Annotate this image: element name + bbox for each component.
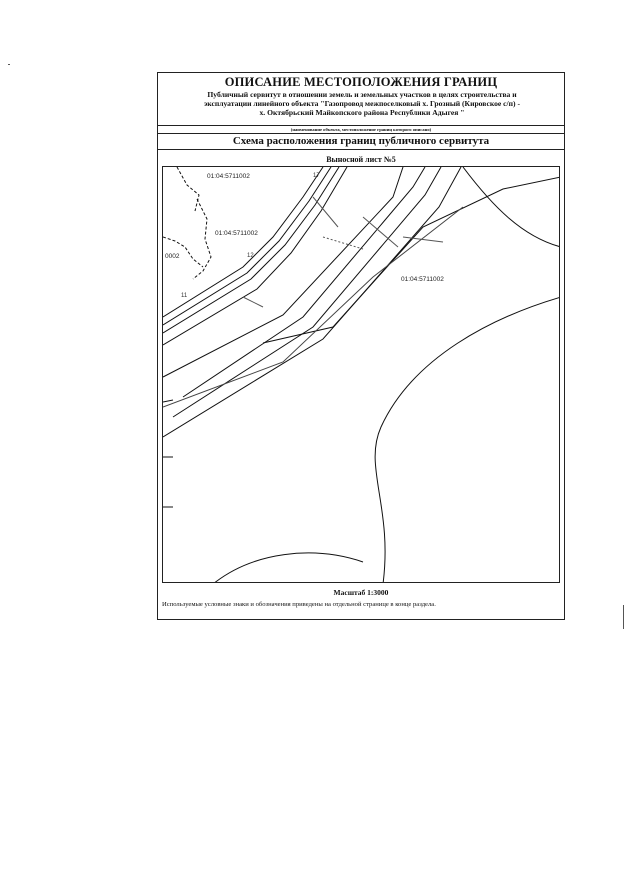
divider xyxy=(158,149,564,150)
document-description xyxy=(164,90,560,117)
description-line-1: Публичный сервитут в отношении земель и земельных участков в целях строительства и xyxy=(207,90,517,99)
scan-artifact xyxy=(8,64,10,65)
sheet-number: Выносной лист №5 xyxy=(326,155,396,164)
leader-line xyxy=(163,400,173,402)
leader-line xyxy=(323,237,363,249)
parcel-boundary xyxy=(193,199,211,279)
parcel-boundary xyxy=(463,167,560,247)
cadastral-label: 01:04:5711002 xyxy=(401,276,444,283)
cadastral-label: 01:04:5711002 xyxy=(207,173,250,180)
leader-line xyxy=(363,217,398,247)
scheme-title: Схема расположения границ публичного сервитута xyxy=(232,135,490,147)
divider xyxy=(158,125,564,126)
document-sheet xyxy=(157,72,565,620)
legend-note: Используемые условные знаки и обозначения приведены на отдельной странице в конце раздела. xyxy=(162,601,436,608)
road-edge xyxy=(163,207,463,407)
parcel-boundary xyxy=(213,553,363,583)
road-edge xyxy=(263,177,560,343)
map-viewport xyxy=(162,166,560,583)
leader-line xyxy=(313,197,338,227)
divider xyxy=(158,133,564,134)
corridor-line xyxy=(163,167,347,345)
leader-line xyxy=(243,297,263,307)
description-line-2: эксплуатации линейного объекта "Газопровод межпоселковый х. Грозный (Кировское с/п) - xyxy=(203,99,520,108)
parcel-boundary xyxy=(177,167,199,211)
point-label: 11 xyxy=(181,293,188,299)
servitude-boundary xyxy=(163,167,461,437)
map-scale: Масштаб 1:3000 xyxy=(333,588,389,597)
servitude-boundary xyxy=(163,167,403,377)
parcel-boundary xyxy=(163,237,203,267)
description-line-3: х. Октябрьский Майкопского района Республики Адыгея " xyxy=(259,108,465,117)
cadastral-label: 0002 xyxy=(165,253,180,260)
document-title: ОПИСАНИЕ МЕСТОПОЛОЖЕНИЯ ГРАНИЦ xyxy=(224,75,498,89)
point-label: 17 xyxy=(313,173,320,179)
scan-artifact xyxy=(623,605,624,629)
point-label: 12 xyxy=(247,253,254,259)
cadastral-label: 01:04:5711002 xyxy=(215,230,258,237)
parcel-boundary xyxy=(375,297,560,583)
object-caption: (наименование объекта, местоположение границ которого описано) xyxy=(290,127,432,132)
